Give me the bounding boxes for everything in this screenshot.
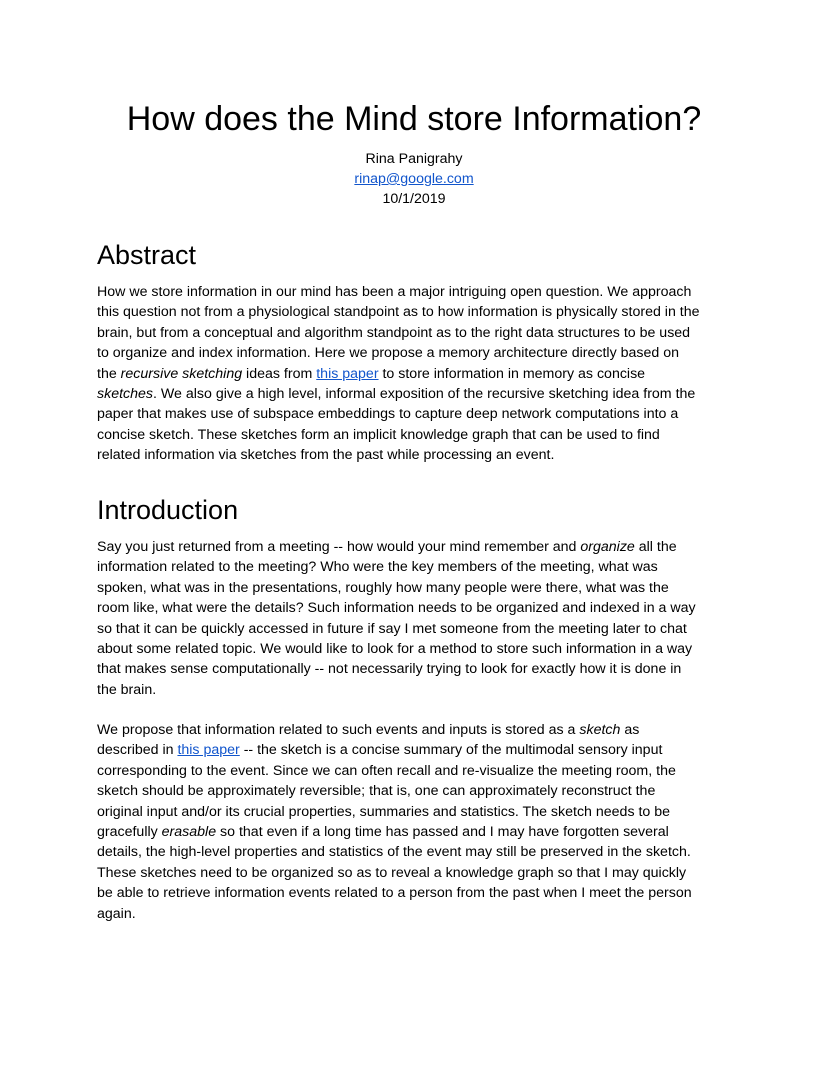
abstract-line: concise sketch. These sketches form an implicit knowledge graph that can be used to find bbox=[97, 426, 660, 443]
emphasis-text: organize bbox=[580, 539, 635, 555]
abstract-line: to organize and index information. Here we propose a memory architecture directly based on bbox=[97, 345, 679, 362]
text-fragment: ideas from bbox=[242, 365, 317, 382]
intro-line: details, the high-level properties and statistics of the event may still be preserved in the sketch. bbox=[97, 844, 691, 861]
intro-line: the brain. bbox=[97, 681, 157, 698]
emphasis-text: sketch bbox=[579, 722, 621, 738]
text-fragment: Say you just returned from a meeting -- how would your mind remember and bbox=[97, 539, 581, 555]
intro-line: spoken, what was in the presentations, roughly how many people were there, what was the bbox=[97, 579, 669, 596]
abstract-line: brain, but from a conceptual and algorithm standpoint as to the right data structures to be used bbox=[97, 324, 691, 341]
intro-line bbox=[97, 822, 747, 842]
publication-date: 10/1/2019 bbox=[382, 191, 446, 207]
this-paper-link[interactable]: this paper bbox=[177, 742, 240, 759]
text-fragment: all the bbox=[634, 539, 677, 555]
abstract-line: related information via sketches from the past while processing an event. bbox=[97, 447, 555, 464]
paper-title: How does the Mind store Information? bbox=[126, 100, 702, 138]
emphasis-text: recursive sketching bbox=[120, 365, 243, 382]
abstract-line: paper that makes use of subspace embeddings to capture deep network computations into a bbox=[97, 406, 679, 423]
abstract-paragraph bbox=[97, 282, 747, 466]
introduction-paragraph-2 bbox=[97, 720, 747, 924]
text-fragment: described in bbox=[97, 742, 178, 759]
author-name: Rina Panigrahy bbox=[365, 151, 463, 167]
text-fragment: so that even if a long time has passed and I may have forgotten several bbox=[216, 824, 669, 841]
text-fragment: as bbox=[620, 722, 640, 738]
intro-line: These sketches need to be organized so as to reveal a knowledge graph so that I may quickly bbox=[97, 864, 687, 881]
abstract-line bbox=[97, 384, 747, 404]
intro-line bbox=[97, 740, 747, 760]
text-fragment: . We also give a high level, informal exposition of the recursive sketching idea from the bbox=[153, 386, 696, 403]
author-email-row bbox=[0, 169, 828, 189]
emphasis-text: erasable bbox=[161, 824, 217, 841]
abstract-line: How we store information in our mind has been a major intriguing open question. We approach bbox=[97, 284, 692, 300]
intro-line bbox=[97, 537, 747, 557]
intro-line: that makes sense computationally -- not necessarily trying to look for exactly how it is done in bbox=[97, 661, 682, 678]
text-fragment: gracefully bbox=[97, 824, 162, 841]
introduction-heading: Introduction bbox=[97, 495, 239, 525]
emphasis-text: sketches bbox=[97, 386, 153, 403]
author-email-link[interactable]: rinap@google.com bbox=[354, 171, 474, 187]
text-fragment: the bbox=[97, 365, 121, 382]
abstract-line: this question not from a physiological standpoint as to how information is physically stored in the bbox=[97, 304, 700, 321]
intro-line: sketch should be approximately reversible; that is, one can approximately reconstruct the bbox=[97, 783, 656, 800]
intro-line: room like, what were the details? Such information needs to be organized and indexed in a way bbox=[97, 600, 696, 617]
this-paper-link[interactable]: this paper bbox=[316, 365, 379, 382]
introduction-paragraph-1 bbox=[97, 537, 747, 700]
intro-line: so that it can be quickly accessed in future if say I met someone from the meeting later to chat bbox=[97, 620, 687, 637]
abstract-line bbox=[97, 364, 747, 384]
intro-line: again. bbox=[97, 905, 136, 922]
intro-line: corresponding to the event. Since we can often recall and re-visualize the meeting room, the bbox=[97, 762, 676, 779]
text-fragment: We propose that information related to such events and inputs is stored as a bbox=[97, 722, 580, 738]
text-fragment: to store information in memory as concise bbox=[378, 365, 646, 382]
intro-line: about some related topic. We would like to look for a method to store such information in a way bbox=[97, 641, 693, 658]
intro-line: be able to retrieve information events related to a person from the past when I meet the person bbox=[97, 885, 692, 902]
text-fragment: -- the sketch is a concise summary of the multimodal sensory input bbox=[239, 742, 663, 759]
intro-line bbox=[97, 720, 747, 740]
intro-line: information related to the meeting? Who were the key members of the meeting, what was bbox=[97, 559, 658, 576]
intro-line: original input and/or its crucial properties, summaries and statistics. The sketch needs to be bbox=[97, 803, 671, 820]
abstract-heading: Abstract bbox=[97, 240, 197, 270]
